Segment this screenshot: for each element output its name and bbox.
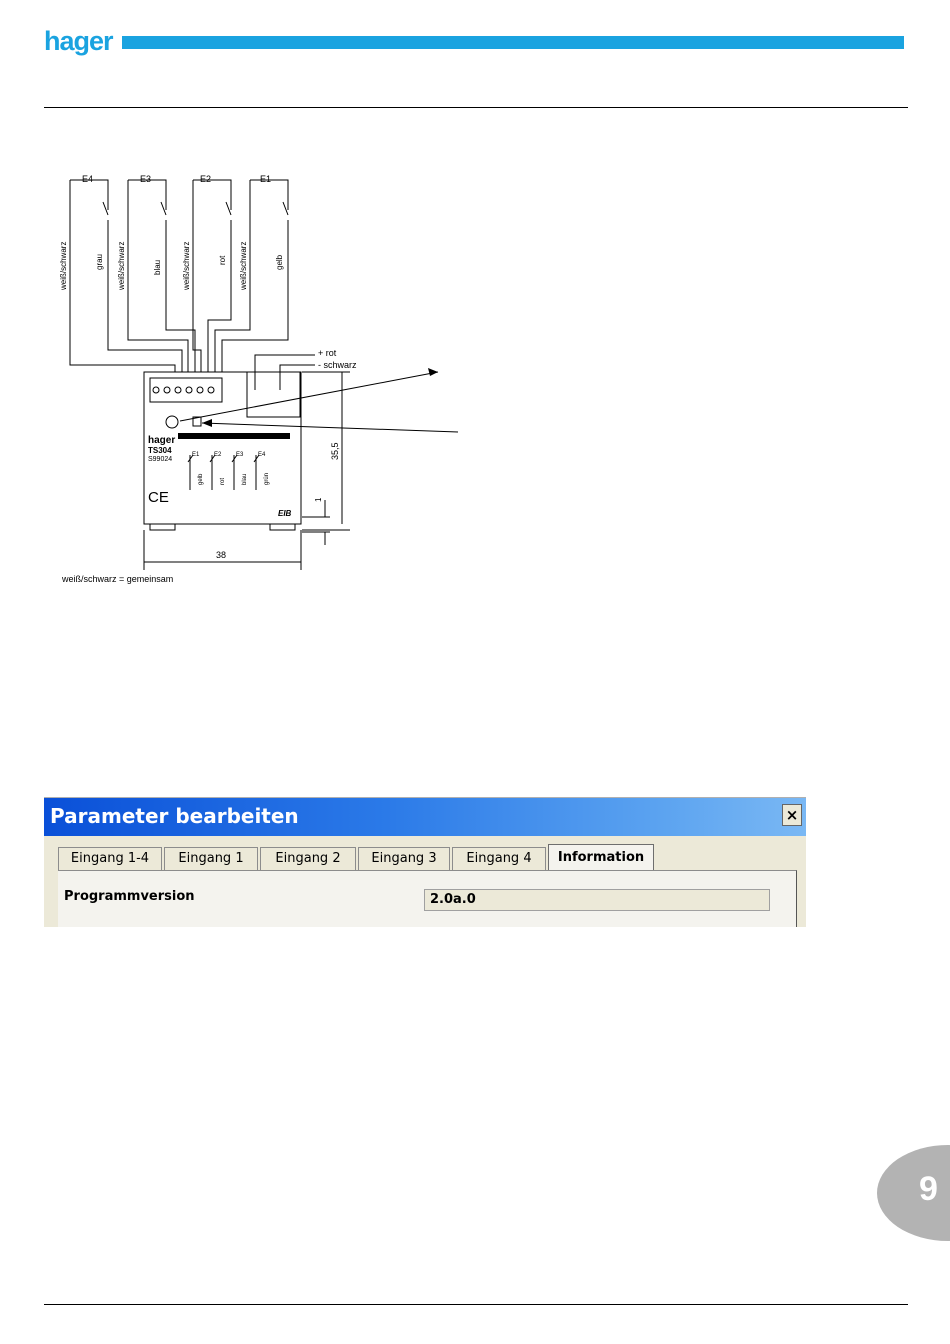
footer-rule [44,1304,908,1305]
contact-id: E2 [214,452,222,458]
tab-eingang-1-4[interactable]: Eingang 1-4 [58,847,162,870]
page-number: 9 [919,1170,938,1208]
dialog-title: Parameter bearbeiten [50,804,299,828]
tab-eingang-1[interactable]: Eingang 1 [164,847,258,870]
contact-id: E3 [236,452,244,458]
tab-eingang-3[interactable]: Eingang 3 [358,847,450,870]
supply-plus-label: + rot [318,348,337,358]
input-label-e1: E1 [260,174,272,184]
program-version-label: Programmversion [64,889,195,904]
ce-mark: CE [148,489,169,506]
tab-information[interactable]: Information [548,844,654,871]
wire-label: weiß/schwarz [239,241,248,290]
dimension-offset: 1 [314,497,323,502]
dialog-titlebar [44,797,806,836]
contact-color: grün [264,472,270,485]
dimension-height: 35,5 [330,442,340,460]
wire-label: weiß/schwarz [182,241,191,290]
input-label-e3: E3 [140,174,152,184]
wire-label: blau [153,259,162,275]
dimension-width: 38 [216,550,227,560]
wire-label: rot [218,255,227,265]
wiring-diagram [40,160,470,600]
device-brand: hager [148,435,176,446]
wire-label: weiß/schwarz [117,241,126,290]
close-button[interactable]: × [782,804,802,826]
hager-logo: hager [44,26,113,56]
contact-color: gelb [198,473,204,485]
wire-label: gelb [275,254,284,270]
input-label-e2: E2 [200,174,212,184]
device-model: TS304 [148,446,172,455]
program-version-field: 2.0a.0 [424,889,770,911]
contact-color: rot [220,477,226,485]
contact-color: blau [242,473,248,485]
page-number-badge [877,1145,950,1241]
parameter-dialog [44,797,806,927]
tab-eingang-2[interactable]: Eingang 2 [260,847,356,870]
contact-id: E1 [192,452,200,458]
diagram-legend: weiß/schwarz = gemeinsam [62,574,174,584]
contact-id: E4 [258,452,266,458]
input-label-e4: E4 [82,174,94,184]
header-rule [44,107,908,108]
eib-mark: EIB [278,509,292,518]
supply-minus-label: - schwarz [318,360,357,370]
header-bar [122,36,904,49]
tab-eingang-4[interactable]: Eingang 4 [452,847,546,870]
wire-label: weiß/schwarz [59,241,68,290]
device-part-number: S99024 [148,456,173,463]
wire-label: grau [95,253,104,270]
